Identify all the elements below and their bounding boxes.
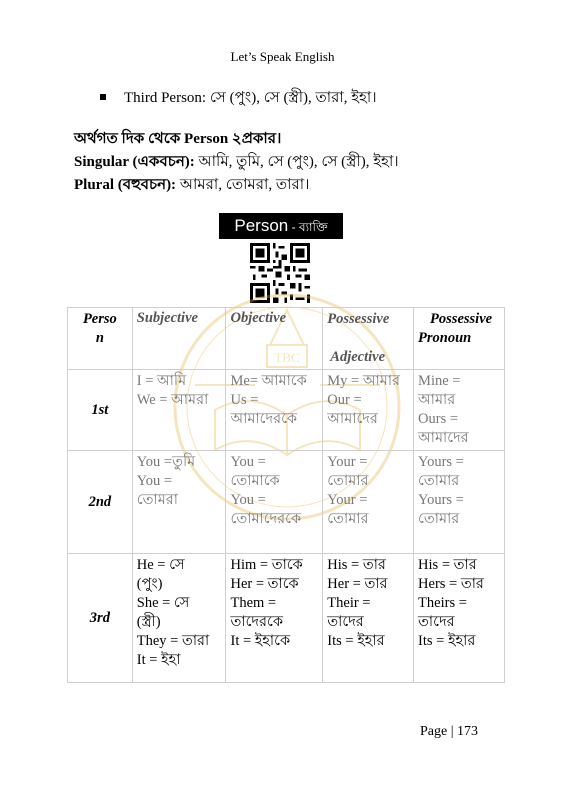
bullet-text: Third Person: সে (পুং), সে (স্ত্রী), তারা, ইহা। [124, 90, 377, 106]
header-possessive-adjective: Possessive Adjective [323, 308, 414, 370]
third-person-bullet [100, 86, 377, 111]
header-person: Perso n [68, 308, 133, 370]
page-header: Let’s Speak English [230, 49, 335, 64]
table-row [68, 554, 505, 683]
header-possessive-pronoun: Possessive Pronoun [414, 308, 505, 370]
person-banner: Person - ব্যাক্তি [219, 213, 343, 239]
qr-code-icon[interactable] [250, 243, 310, 303]
plural-line: Plural (বহুবচন): আমরা, তোমরা, তারা। [74, 177, 310, 193]
cell-objective: You = তোমাকে You = তোমাদেরকে [226, 451, 323, 554]
cell-objective: Me= আমাকে Us = আমাদেরকে [226, 370, 323, 451]
cell-possessive-pronoun: Mine = আমার Ours = আমাদের [414, 370, 505, 451]
cell-possessive-adjective: My = আমার Our = আমাদের [323, 370, 414, 451]
cell-subjective: He = সে (পুং) She = সে (স্ত্রী) They = তারা It = ইহা [132, 554, 226, 683]
person-types-line: অর্থগত দিক থেকে Person ২প্রকার। [74, 131, 282, 147]
cell-subjective: You =তুমি You = তোমরা [132, 451, 226, 554]
table-row [68, 370, 505, 451]
cell-possessive-pronoun: His = তার Hers = তার Theirs = তাদের Its = ইহার [414, 554, 505, 683]
header-objective: Objective [226, 308, 323, 370]
cell-possessive-adjective: His = তার Her = তার Their = তাদের Its = ইহার [323, 554, 414, 683]
cell-possessive-pronoun: Yours = তোমার Yours = তোমার [414, 451, 505, 554]
cell-possessive-adjective: Your = তোমার Your = তোমার [323, 451, 414, 554]
bullet-icon [100, 94, 106, 100]
cell-objective: Him = তাকে Her = তাকে Them = তাদেরকে It = ইহাকে [226, 554, 323, 683]
page-number: Page | 173 [420, 724, 479, 739]
row-person-3rd: 3rd [68, 554, 133, 683]
cell-subjective: I = আমি We = আমরা [132, 370, 226, 451]
table-header-row [68, 308, 505, 370]
singular-line: Singular (একবচন): আমি, তুমি, সে (পুং), সে (স্ত্রী), ইহা। [74, 154, 399, 170]
svg-text:TBC: TBC [274, 350, 300, 365]
table-row [68, 451, 505, 554]
header-subjective: Subjective [132, 308, 226, 370]
row-person-1st: 1st [68, 370, 133, 451]
pronoun-table [67, 307, 505, 683]
row-person-2nd: 2nd [68, 451, 133, 554]
